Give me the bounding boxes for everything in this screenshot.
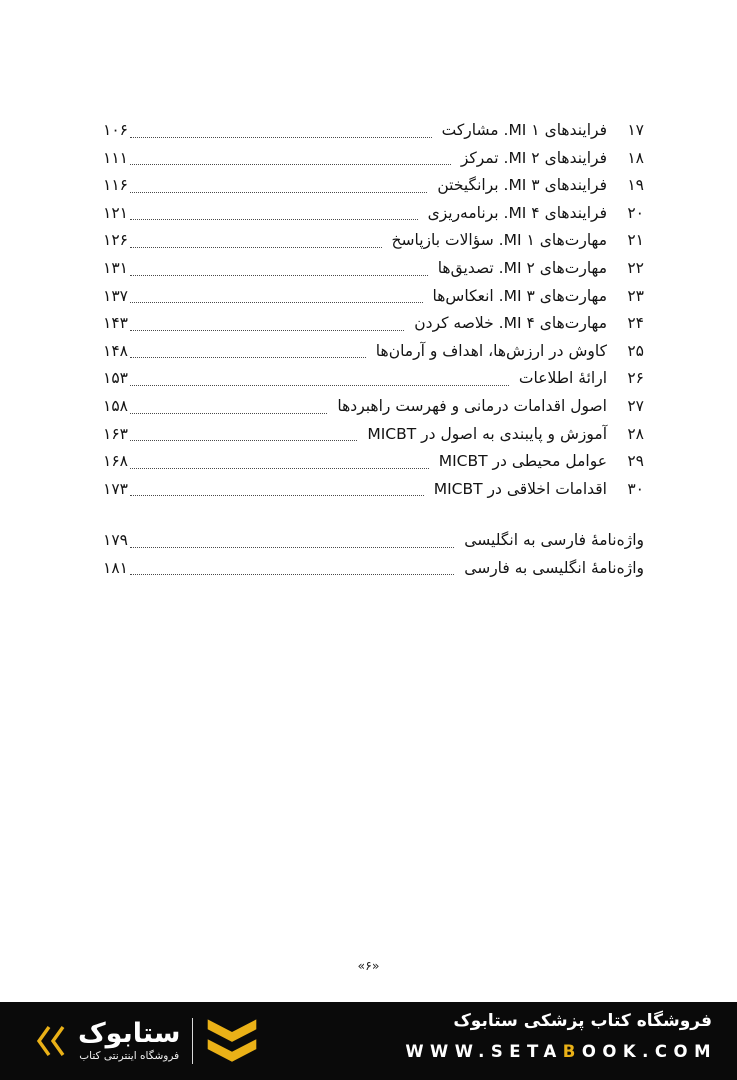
chapter-title: اصول اقدامات درمانی و فهرست راهبردها (337, 396, 607, 415)
toc-row (103, 365, 644, 393)
chapter-title: مهارت‌های MI ۱. سؤالات بازپاسخ (391, 231, 607, 250)
logo-subtitle: فروشگاه اینترنتی کتاب (79, 1050, 180, 1063)
chapter-title: ارائۀ اطلاعات (518, 369, 607, 388)
dotted-leader (130, 440, 357, 441)
chapter-number: ۲۶ (627, 369, 644, 388)
website-url-accent: B (562, 1042, 582, 1061)
glossary-row (103, 555, 644, 583)
chapter-title: عوامل محیطی در MICBT (438, 452, 607, 471)
toc-row (103, 476, 644, 504)
toc-row (103, 338, 644, 366)
page-number: «۶» (357, 958, 380, 973)
chapter-number: ۱۷ (627, 121, 644, 139)
dotted-leader (130, 495, 424, 496)
glossary-title: واژه‌نامۀ انگلیسی به فارسی (464, 558, 644, 577)
chapter-title: فرایندهای MI ۲. تمرکز (460, 148, 607, 167)
chapter-title: مهارت‌های MI ۳. انعکاس‌ها (432, 286, 607, 305)
chapter-page: ۱۶۳ (103, 424, 128, 443)
book-stack-emblem-icon (205, 1017, 259, 1065)
double-chevron-left-icon (36, 1024, 66, 1058)
logo-text (78, 1017, 181, 1063)
chapter-page: ۱۳۱ (103, 258, 128, 277)
website-url-left: WWW.SETA (405, 1042, 563, 1061)
dotted-leader (130, 330, 404, 331)
toc-row (103, 117, 644, 145)
dotted-leader (130, 137, 432, 138)
store-name: فروشگاه کتاب پزشکی ستابوک (453, 1011, 712, 1031)
chapter-page: ۱۶۸ (103, 452, 128, 471)
toc-row (103, 421, 644, 449)
chapter-page: ۱۱۶ (103, 176, 128, 195)
chapter-page: ۱۴۳ (103, 314, 128, 333)
toc-row (103, 448, 644, 476)
chapter-number: ۲۳ (627, 286, 644, 305)
dotted-leader (130, 192, 427, 193)
dotted-leader (130, 247, 382, 248)
chapter-page: ۱۴۸ (103, 341, 128, 360)
toc-row (103, 283, 644, 311)
footer-bar (0, 1002, 737, 1080)
chapter-page: ۱۰۶ (103, 121, 128, 139)
chapter-title: آموزش و پایبندی به اصول در MICBT (367, 424, 607, 443)
chapter-number: ۱۹ (627, 176, 644, 195)
chapter-page: ۱۲۶ (103, 231, 128, 250)
dotted-leader (130, 357, 366, 358)
chapter-title: فرایندهای MI ۱. مشارکت (441, 121, 607, 139)
dotted-leader (130, 164, 451, 165)
chapter-page: ۱۵۸ (103, 396, 128, 415)
chapter-number: ۲۱ (627, 231, 644, 250)
logo-divider (192, 1018, 193, 1064)
toc-row (103, 227, 644, 255)
dotted-leader (130, 413, 327, 414)
chapter-title: فرایندهای MI ۳. برانگیختن (437, 176, 607, 195)
chapter-number: ۲۰ (627, 203, 644, 222)
chapter-page: ۱۵۳ (103, 369, 128, 388)
dotted-leader (130, 219, 418, 220)
chapter-page: ۱۱۱ (103, 148, 128, 167)
chapter-number: ۳۰ (627, 479, 644, 498)
chapter-number: ۲۷ (627, 396, 644, 415)
chapter-page: ۱۲۱ (103, 203, 128, 222)
toc-row (103, 145, 644, 173)
store-logo (36, 1002, 259, 1080)
chapter-number: ۱۸ (627, 148, 644, 167)
chapter-title: فرایندهای MI ۴. برنامه‌ریزی (427, 203, 607, 222)
chapter-number: ۲۸ (627, 424, 644, 443)
chapter-page: ۱۳۷ (103, 286, 128, 305)
chapter-title: اقدامات اخلاقی در MICBT (433, 479, 607, 498)
glossary-page: ۱۷۹ (103, 531, 128, 549)
toc-list (103, 117, 644, 503)
chapter-number: ۲۲ (627, 258, 644, 277)
dotted-leader (130, 574, 454, 575)
toc-row (103, 200, 644, 228)
toc-row (103, 310, 644, 338)
website-url (405, 1042, 717, 1061)
chapter-number: ۲۵ (627, 341, 644, 360)
chapter-page: ۱۷۳ (103, 479, 128, 498)
toc-row (103, 393, 644, 421)
dotted-leader (130, 275, 428, 276)
chapter-title: مهارت‌های MI ۲. تصدیق‌ها (437, 258, 607, 277)
chapter-title: کاوش در ارزش‌ها، اهداف و آرمان‌ها (375, 341, 607, 360)
chapter-number: ۲۴ (627, 314, 644, 333)
glossary-title: واژه‌نامۀ فارسی به انگلیسی (464, 531, 644, 549)
toc-row (103, 255, 644, 283)
chapter-title: مهارت‌های MI ۴. خلاصه کردن (414, 314, 607, 333)
dotted-leader (130, 385, 509, 386)
chapter-number: ۲۹ (627, 452, 644, 471)
glossary-row (103, 527, 644, 555)
dotted-leader (130, 468, 429, 469)
glossary-list (103, 527, 644, 582)
dotted-leader (130, 547, 454, 548)
website-url-right: OOK.COM (581, 1042, 717, 1061)
glossary-page: ۱۸۱ (103, 558, 128, 577)
logo-title: ستابوک (78, 1017, 181, 1049)
dotted-leader (130, 302, 423, 303)
toc-row (103, 172, 644, 200)
